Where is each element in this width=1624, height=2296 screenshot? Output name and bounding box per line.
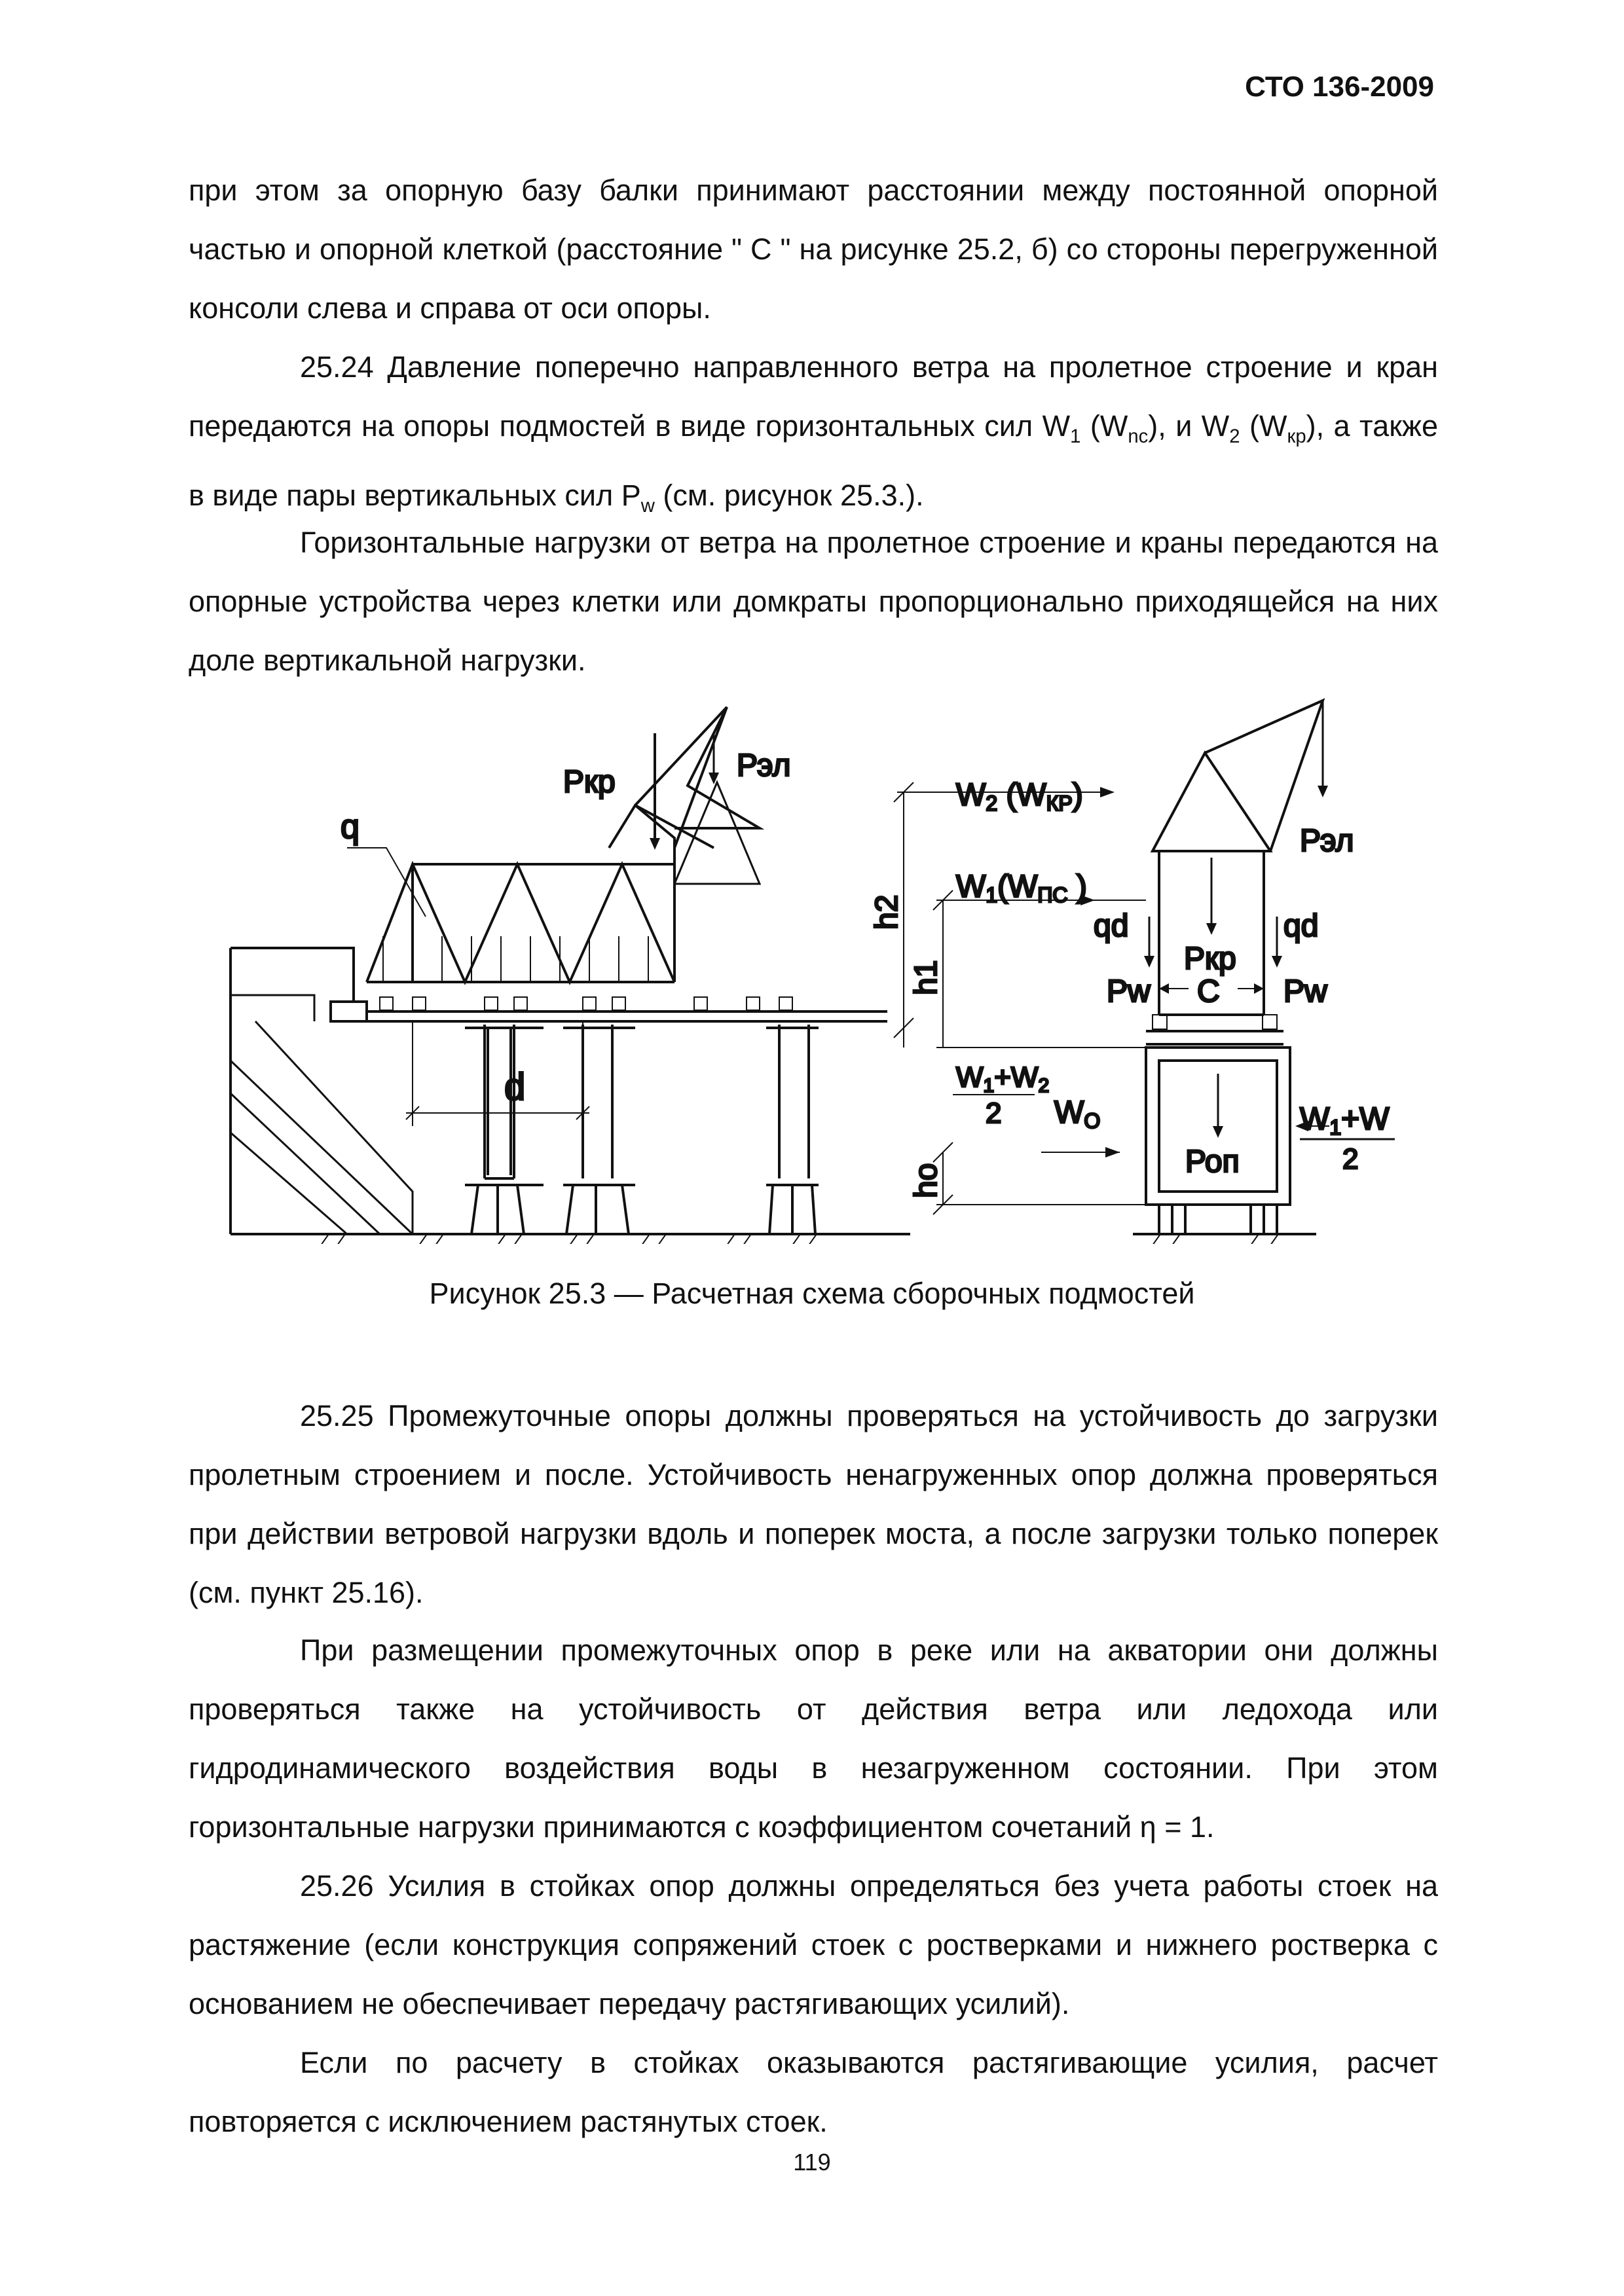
label-q: q — [341, 808, 360, 846]
paragraph-25-26: 25.26 Усилия в стойках опор должны определяться без учета работы стоек на растяжение (если конструкция сопряжений стоек с ростверками и нижнего ростверка с основанием не обеспечивает передачу растягивающих усилий). — [189, 1869, 1438, 2020]
label-pw-right: Pw — [1283, 974, 1327, 1009]
label-pel-right: Рэл — [1300, 824, 1354, 858]
paragraph-river-supports: При размещении промежуточных опор в реке или на акватории они должны проверяться также на устойчивость от действия ветра или ледохода или гидродинамического воздействия воды в незагруженном состоянии. При этом горизонтальные нагрузки принимаются с коэффициентом сочетаний η = 1. — [189, 1633, 1438, 1844]
label-pkr-right: Ркр — [1184, 941, 1236, 976]
label-w1w2-denominator: 2 — [986, 1097, 1002, 1129]
label-d: d — [504, 1066, 526, 1108]
label-qd-right: qd — [1283, 909, 1319, 943]
label-ho: ho — [909, 1163, 944, 1198]
paragraph-horizontal-loads: Горизонтальные нагрузки от ветра на пролетное строение и краны передаются на опорные устройства через клетки или домкраты пропорционально приходящейся на них доле вертикальной нагрузки. — [189, 526, 1438, 677]
paragraph-25-24: 25.24 Давление поперечно направленного ветра на пролетное строение и кран передаются на опоры подмостей в виде горизонтальных сил $W_1$ $(W_{nc})$, и $W_2$ $(W_{кр})$, а также в виде пары вертикальных сил $P_w$ (см. рисунок 25.3.). — [189, 350, 1439, 517]
label-h2: h2 — [870, 894, 904, 930]
label-qd-left: qd — [1094, 909, 1129, 943]
label-w2-wkr: W2 (WКР) — [956, 778, 1083, 815]
label-w1-wps: W1(WПС ) — [956, 869, 1087, 907]
label-h1: h1 — [909, 960, 944, 995]
label-pel-left: Рэл — [737, 748, 791, 783]
figure-25-3 — [216, 681, 1408, 1244]
paragraph-25-25: 25.25 Промежуточные опоры должны проверяться на устойчивость до загрузки пролетным строением и после. Устойчивость ненагруженных опор должна проверяться при действии ветровой нагрузки вдоль и поперек моста, а после загрузки только поперек (см. пункт 25.16). — [189, 1399, 1438, 1609]
paragraph-tension-struts: Если по расчету в стойках оказываются растягивающие усилия, расчет повторяется с исключением растянутых стоек. — [189, 2046, 1438, 2138]
label-pw-left: Pw — [1107, 974, 1151, 1009]
page-number: 119 — [793, 2149, 831, 2176]
paragraph-continuation: при этом за опорную базу балки принимают расстоянии между постоянной опорной частью и опорной клеткой (расстояние " С " на рисунке 25.2, б) со стороны перегруженной консоли слева и справа от оси опоры. — [189, 173, 1438, 325]
label-pop: Роп — [1185, 1144, 1240, 1179]
left-scheme — [231, 707, 910, 1244]
label-pkr-left: Ркр — [563, 765, 616, 799]
label-w1w-numerator: W1+W — [1300, 1102, 1390, 1139]
label-c: C — [1197, 974, 1220, 1009]
label-w1w2-numerator: W1+W2 — [956, 1061, 1050, 1097]
right-scheme — [870, 701, 1395, 1244]
figure-caption: Рисунок 25.3 — Расчетная схема сборочных подмостей — [429, 1277, 1195, 1310]
document-code: СТО 136-2009 — [1245, 71, 1434, 103]
label-wo: WO — [1054, 1095, 1101, 1133]
label-w1w-denominator: 2 — [1342, 1143, 1359, 1175]
